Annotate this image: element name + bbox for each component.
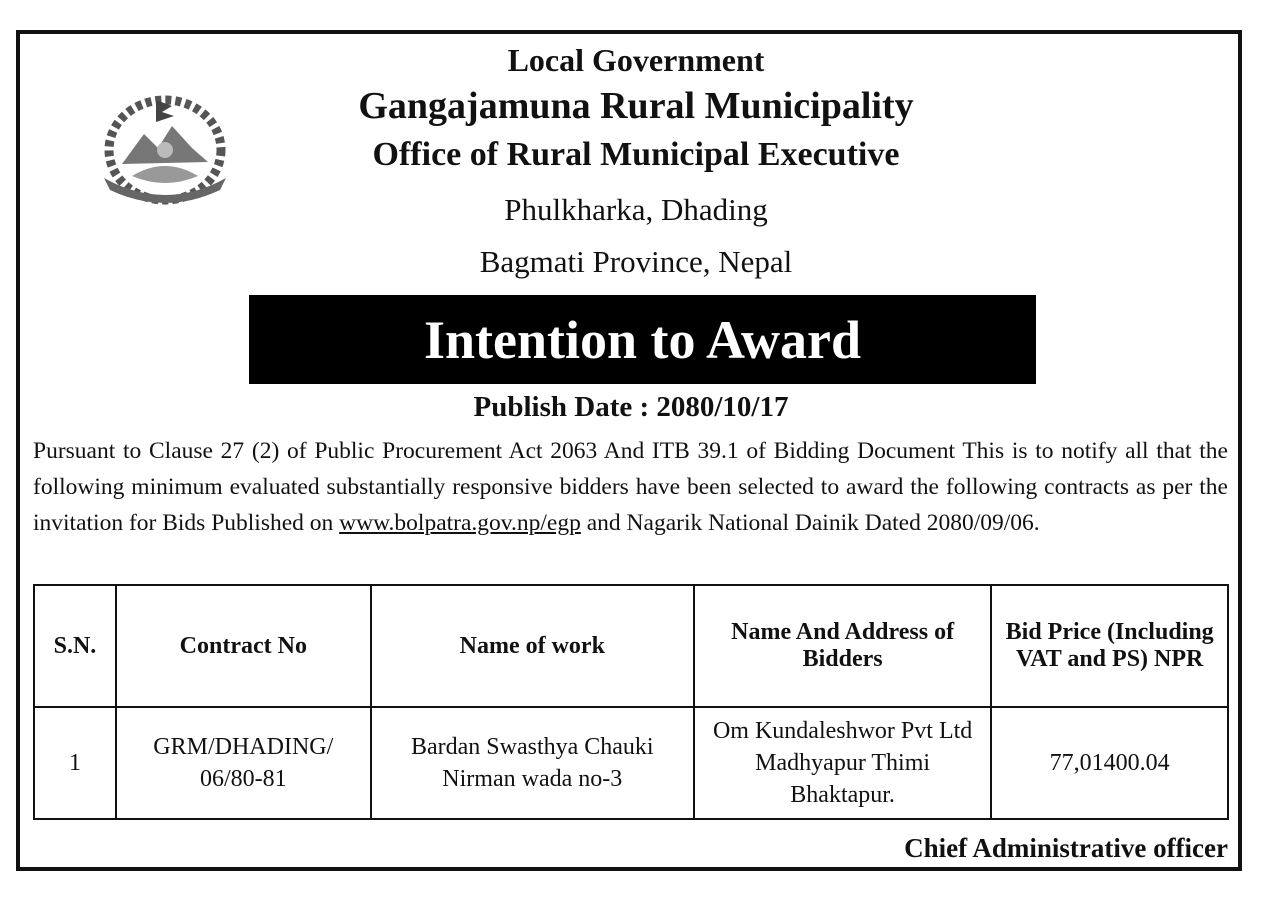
header-sn: S.N. [34,585,116,707]
header-bidder: Name And Address of Bidders [694,585,991,707]
cell-work: Bardan Swasthya Chauki Nirman wada no-3 [371,707,694,819]
notice-title-banner: Intention to Award [249,295,1036,384]
header-work: Name of work [371,585,694,707]
table-header-row [34,585,1228,707]
header-price: Bid Price (Including VAT and PS) NPR [991,585,1228,707]
paragraph-text-end: and Nagarik National Dainik Dated 2080/09/06. [580,510,1040,536]
cell-bidder: Om Kundaleshwor Pvt Ltd Madhyapur Thimi Bhaktapur. [694,707,991,819]
cell-price: 77,01400.04 [991,707,1228,819]
cell-sn: 1 [34,707,116,819]
office-name: Office of Rural Municipal Executive [372,136,900,173]
table-row [34,707,1228,819]
signatory: Chief Administrative officer [904,833,1228,863]
paragraph-text-start: Pursuant to Clause 27 (2) of Public Procurement Act 2063 And ITB 39.1 of Bidding Document This is to notify all that the following minimum evaluated substantially responsive bidders have been selected to award the following contracts as per the invitation for Bids Published on [33,438,1228,536]
notice-paragraph [33,433,1228,541]
office-location: Phulkharka, Dhading [504,192,768,227]
header-contract-no: Contract No [116,585,371,707]
government-level: Local Government [507,42,765,78]
bolpatra-link[interactable]: www.bolpatra.gov.np/egp [339,510,581,536]
award-table [33,584,1229,820]
publish-date: Publish Date : 2080/10/17 [473,391,789,423]
municipality-name: Gangajamuna Rural Municipality [358,85,914,127]
cell-contract-no: GRM/DHADING/ 06/80-81 [116,707,371,819]
province-country: Bagmati Province, Nepal [479,244,793,279]
